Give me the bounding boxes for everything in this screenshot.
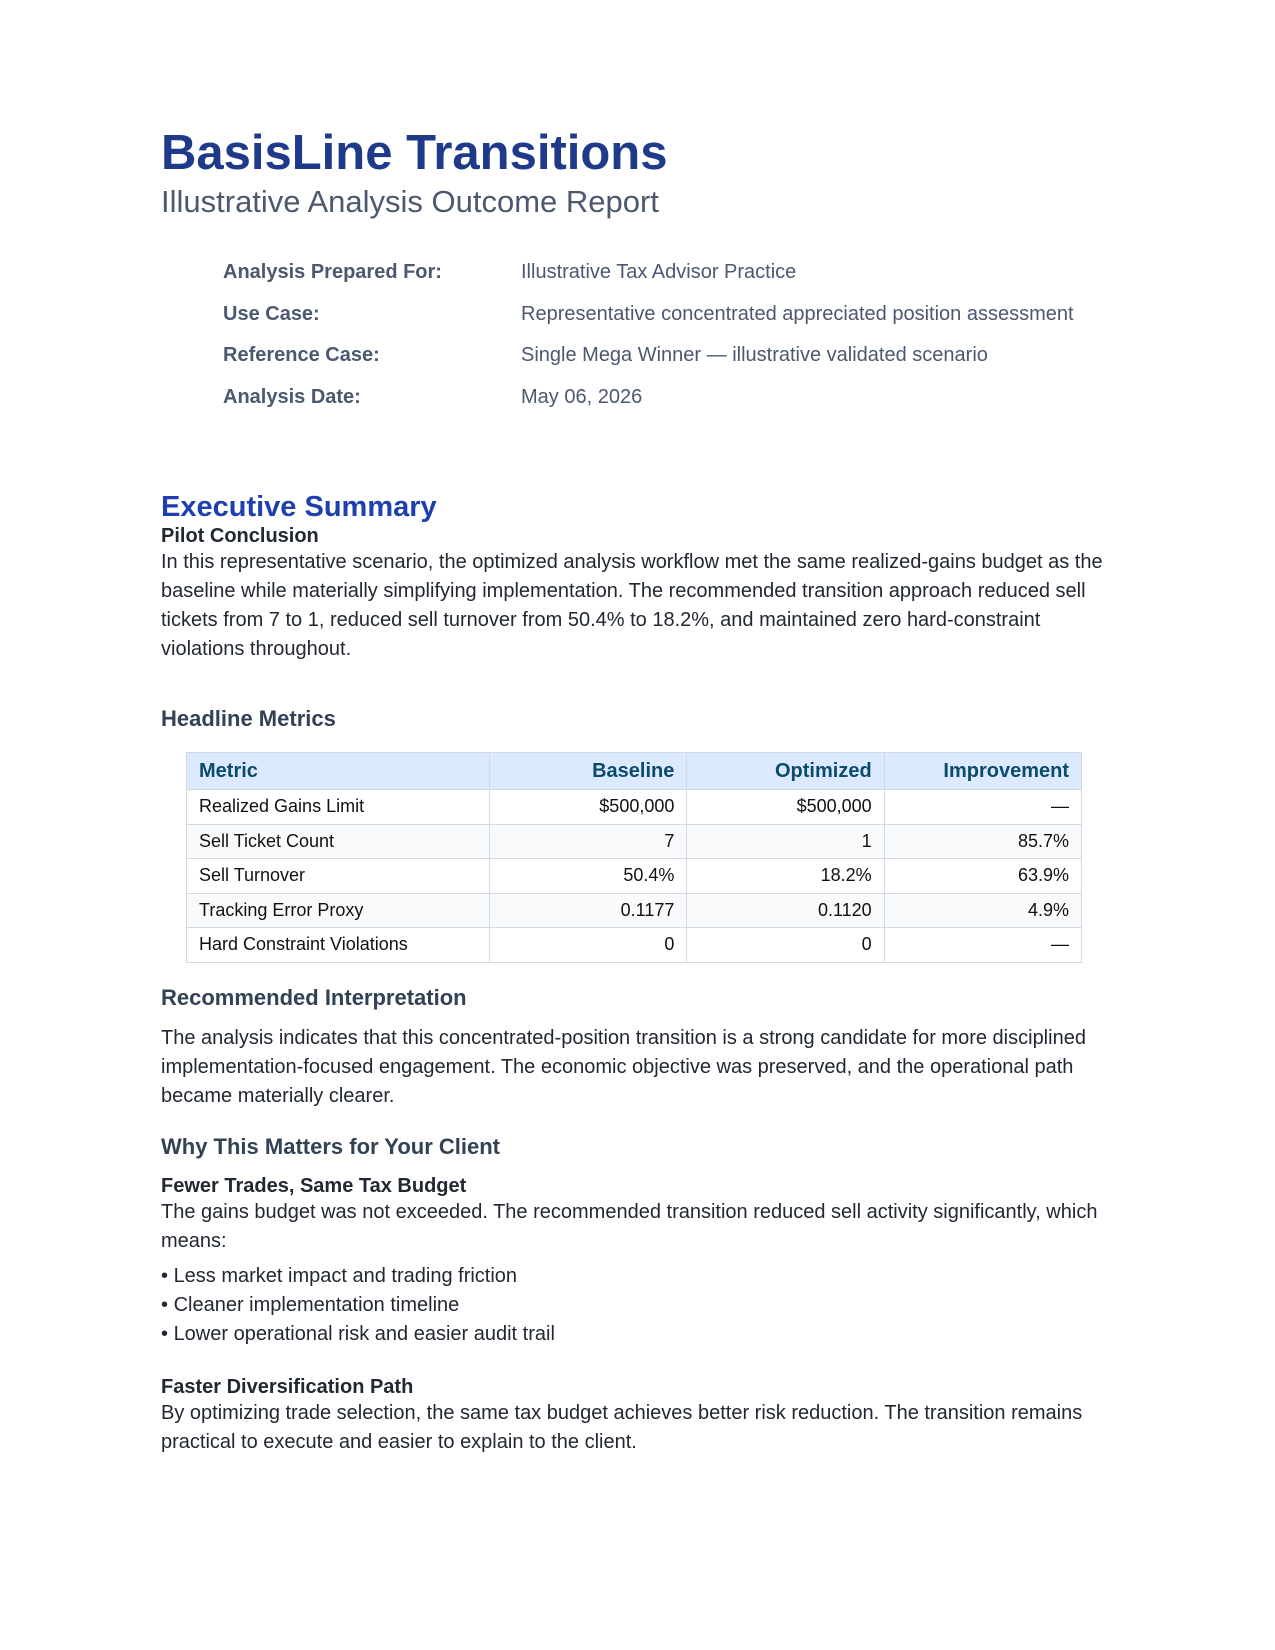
improvement-cell: — bbox=[884, 928, 1081, 963]
meta-row-prepared-for bbox=[223, 260, 1123, 302]
improvement-cell: 63.9% bbox=[884, 859, 1081, 894]
executive-summary-heading: Executive Summary bbox=[161, 491, 437, 523]
meta-value: Single Mega Winner — illustrative validated scenario bbox=[521, 344, 988, 366]
recommended-interpretation-heading: Recommended Interpretation bbox=[161, 985, 467, 1010]
table-row bbox=[187, 928, 1082, 963]
column-header-metric: Metric bbox=[187, 753, 490, 790]
improvement-cell: 85.7% bbox=[884, 824, 1081, 859]
metric-cell: Realized Gains Limit bbox=[187, 790, 490, 825]
meta-label: Analysis Prepared For: bbox=[223, 261, 442, 283]
column-header-improvement: Improvement bbox=[884, 753, 1081, 790]
fewer-trades-heading: Fewer Trades, Same Tax Budget bbox=[161, 1175, 467, 1197]
headline-metrics-table bbox=[186, 752, 1082, 963]
headline-metrics-heading: Headline Metrics bbox=[161, 706, 336, 731]
why-this-matters-heading: Why This Matters for Your Client bbox=[161, 1134, 500, 1159]
list-item: • Cleaner implementation timeline bbox=[161, 1291, 555, 1320]
list-item: • Less market impact and trading friction bbox=[161, 1262, 555, 1291]
fewer-trades-text: The gains budget was not exceeded. The recommended transition reduced sell activity significantly, which means: bbox=[161, 1201, 1098, 1252]
baseline-cell: 0 bbox=[490, 928, 687, 963]
baseline-cell: 7 bbox=[490, 824, 687, 859]
optimized-cell: 1 bbox=[687, 824, 884, 859]
improvement-cell: — bbox=[884, 790, 1081, 825]
metric-cell: Sell Ticket Count bbox=[187, 824, 490, 859]
improvement-cell: 4.9% bbox=[884, 893, 1081, 928]
baseline-cell: $500,000 bbox=[490, 790, 687, 825]
meta-row-analysis-date bbox=[223, 385, 1123, 427]
table-row bbox=[187, 790, 1082, 825]
meta-label: Use Case: bbox=[223, 302, 320, 325]
pilot-conclusion-text: In this representative scenario, the optimized analysis workflow met the same realized-gains budget as the baseline while materially simplifying implementation. The recommended transition approach reduced sell tickets from 7 to 1, reduced sell turnover from 50.4% to 18.2%, and maintained zero hard-constraint violations throughout. bbox=[161, 551, 1103, 660]
table-row bbox=[187, 824, 1082, 859]
metric-cell: Hard Constraint Violations bbox=[187, 928, 490, 963]
meta-value: May 06, 2026 bbox=[521, 385, 643, 408]
benefits-list bbox=[161, 1262, 555, 1349]
faster-diversification-text: By optimizing trade selection, the same tax budget achieves better risk reduction. The transition remains practical to execute and easier to explain to the client. bbox=[161, 1402, 1083, 1453]
column-header-baseline: Baseline bbox=[490, 753, 687, 790]
baseline-cell: 50.4% bbox=[490, 859, 687, 894]
table-row bbox=[187, 893, 1082, 928]
meta-value: Representative concentrated appreciated position assessment bbox=[521, 302, 1074, 325]
meta-row-reference-case bbox=[223, 343, 1123, 385]
column-header-optimized: Optimized bbox=[687, 753, 884, 790]
report-metadata bbox=[223, 260, 1123, 426]
meta-value: Illustrative Tax Advisor Practice bbox=[521, 261, 797, 283]
optimized-cell: 0.1120 bbox=[687, 893, 884, 928]
baseline-cell: 0.1177 bbox=[490, 893, 687, 928]
recommended-interpretation-text: The analysis indicates that this concentrated-position transition is a strong candidate for more disciplined implementation-focused engagement. The economic objective was preserved, and the operational path became materially clearer. bbox=[161, 1027, 1086, 1107]
report-title: BasisLine Transitions bbox=[161, 126, 668, 180]
metric-cell: Tracking Error Proxy bbox=[187, 893, 490, 928]
optimized-cell: $500,000 bbox=[687, 790, 884, 825]
meta-row-use-case bbox=[223, 302, 1123, 344]
meta-label: Reference Case: bbox=[223, 344, 380, 366]
optimized-cell: 0 bbox=[687, 928, 884, 963]
faster-diversification-heading: Faster Diversification Path bbox=[161, 1376, 414, 1398]
metric-cell: Sell Turnover bbox=[187, 859, 490, 894]
report-subtitle: Illustrative Analysis Outcome Report bbox=[161, 184, 659, 219]
meta-label: Analysis Date: bbox=[223, 385, 361, 408]
optimized-cell: 18.2% bbox=[687, 859, 884, 894]
table-header-row bbox=[187, 753, 1082, 790]
table-row bbox=[187, 859, 1082, 894]
pilot-conclusion-heading: Pilot Conclusion bbox=[161, 525, 319, 547]
list-item: • Lower operational risk and easier audit trail bbox=[161, 1320, 555, 1349]
